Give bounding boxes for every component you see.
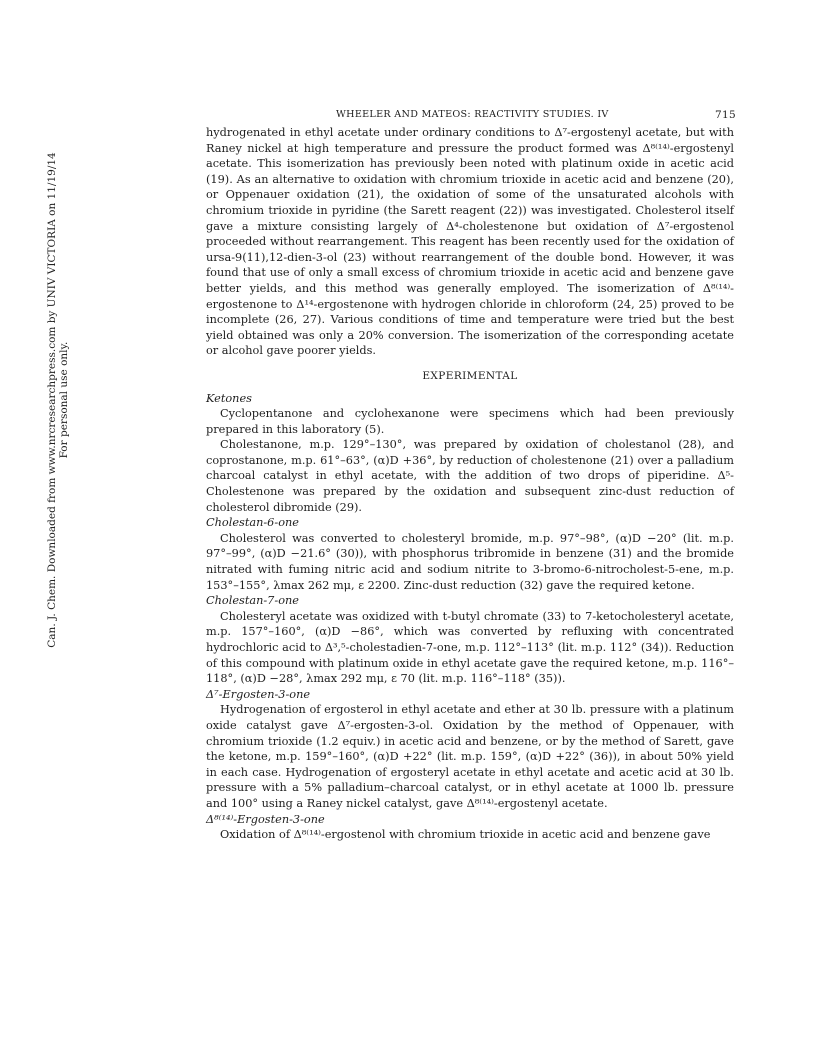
ketones-paragraph-2: Cholestanone, m.p. 129°–130°, was prepared by oxidation of cholestanol (28), and coprostanone, m.p. 61°–63°, (α)D +36°, by reduction of cholestenone (21) over a palladium charcoal catalyst in ethyl acetate, with the addition of two drops of piperidine. Δ⁵-Cholestenone was prepared by the oxidation and subsequent zinc-dust reduction of cholesterol dibromide (29). <box>206 438 734 514</box>
running-title: WHEELER AND MATEOS: REACTIVITY STUDIES. IV <box>336 109 609 120</box>
intro-paragraph: hydrogenated in ethyl acetate under ordinary conditions to Δ⁷-ergostenyl acetate, but with Raney nickel at high temperature and pressure the product formed was Δ⁸⁽¹⁴⁾-ergostenyl acetate. This isomerization has previously been noted with platinum oxide in acetic acid (19). As an alternative to oxidation with chromium trioxide in acetic acid and benzene (20), or Oppenauer oxidation (21), the oxidation of some of the unsaturated alcohols with chromium trioxide in pyridine (the Sarett reagent (22)) was investigated. Cholesterol itself gave a mixture consisting largely of Δ⁴-cholestenone but oxidation of Δ⁷-ergostenol proceeded without rearrangement. This reagent has been recently used for the oxidation of ursa-9(11),12-dien-3-ol (23) without rearrangement of the double bond. However, it was found that use of only a small excess of chromium trioxide in acetic acid and benzene gave better yields, and this method was generally employed. The isomerization of Δ⁸⁽¹⁴⁾-ergostenone to Δ¹⁴-ergostenone with hydrogen chloride in chloroform (24, 25) proved to be incomplete (26, 27). Various conditions of time and temperature were tried but the best yield obtained was only a 20% conversion. The isomerization of the corresponding acetate or alcohol gave poorer yields. <box>206 126 734 358</box>
subheading-cholestan-7-one: Cholestan-7-one <box>206 594 299 608</box>
subheading-ergosten-8-14-3-one: Δ⁸⁽¹⁴⁾-Ergosten-3-one <box>206 812 325 826</box>
ergosten-7-3-one-paragraph: Hydrogenation of ergosterol in ethyl acetate and ether at 30 lb. pressure with a platinum oxide catalyst gave Δ⁷-ergosten-3-ol. Oxidation by the method of Oppenauer, with chromium trioxide (1.2 equiv.) in acetic acid and benzene, or by the method of Sarett, gave the ketone, m.p. 159°–160°, (α)D +22° (lit. m.p. 159°, (α)D +22° (36)), in about 50% yield in each case. Hydrogenation of ergosteryl acetate in ethyl acetate and acetic acid at 30 lb. pressure with a 5% palladium–charcoal catalyst, or in ethyl acetate at 1000 lb. pressure and 100° using a Raney nickel catalyst, gave Δ⁸⁽¹⁴⁾-ergostenyl acetate. <box>206 703 734 810</box>
ergosten-8-14-3-one-paragraph: Oxidation of Δ⁸⁽¹⁴⁾-ergostenol with chromium trioxide in acetic acid and benzene gave <box>220 828 711 842</box>
page-number: 715 <box>715 109 736 121</box>
subheading-ergosten-7-3-one: Δ⁷-Ergosten-3-one <box>206 687 311 701</box>
subheading-ketones: Ketones <box>206 391 252 405</box>
download-watermark <box>46 0 70 900</box>
cholestan-6-one-paragraph: Cholesterol was converted to cholesteryl bromide, m.p. 97°–98°, (α)D −20° (lit. m.p. 97°–99°, (α)D −21.6° (30)), with phosphorus tribromide in benzene (31) and the bromide nitrated with fuming nitric acid and sodium nitrite to 3-bromo-6-nitrocholest-5-ene, m.p. 153°–155°, λmax 262 mμ, ε 2200. Zinc-dust reduction (32) gave the required ketone. <box>206 531 734 592</box>
download-notice-line: Can. J. Chem. Downloaded from www.nrcresearchpress.com by UNIV VICTORIA on 11/19/14 <box>46 152 58 648</box>
section-heading-experimental: EXPERIMENTAL <box>422 369 518 382</box>
body-text <box>206 125 734 843</box>
personal-use-line: For personal use only. <box>58 341 70 459</box>
ketones-paragraph-1: Cyclopentanone and cyclohexanone were specimens which had been previously prepared in this laboratory (5). <box>206 407 734 436</box>
cholestan-7-one-paragraph: Cholesteryl acetate was oxidized with t-butyl chromate (33) to 7-ketocholesteryl acetate, m.p. 157°–160°, (α)D −86°, which was converted by refluxing with concentrated hydrochloric acid to Δ³,⁵-cholestadien-7-one, m.p. 112°–113° (lit. m.p. 112° (34)). Reduction of this compound with platinum oxide in ethyl acetate gave the required ketone, m.p. 116°–118°, (α)D −28°, λmax 292 mμ, ε 70 (lit. m.p. 116°–118° (35)). <box>206 609 734 686</box>
subheading-cholestan-6-one: Cholestan-6-one <box>206 516 299 530</box>
